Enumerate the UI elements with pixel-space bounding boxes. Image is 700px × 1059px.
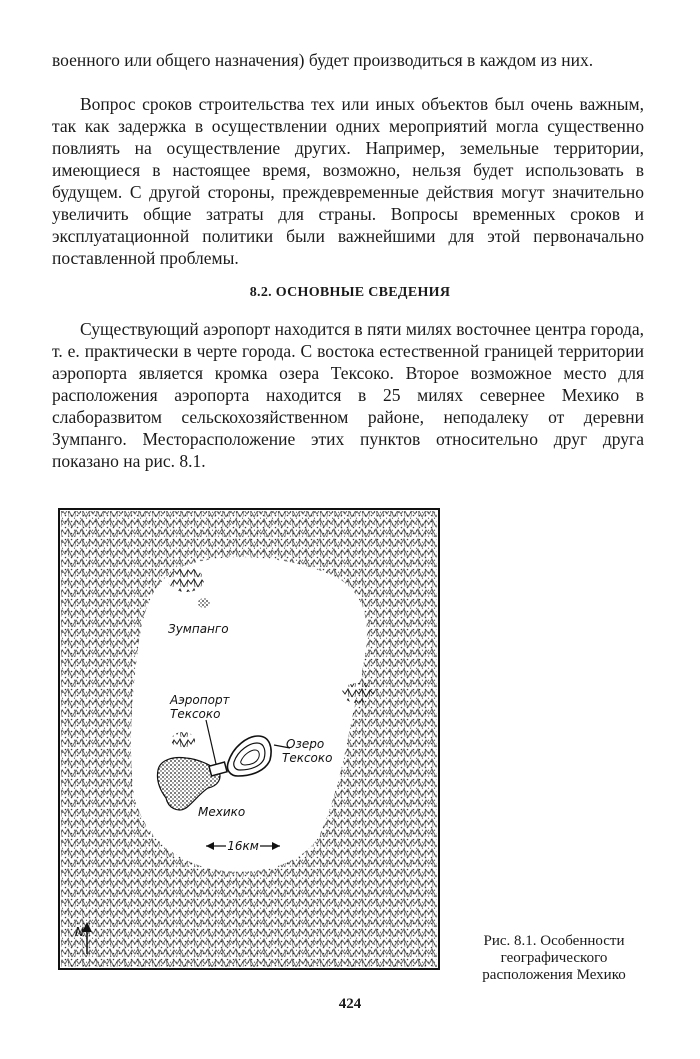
paragraph-text: Вопрос сроков строительства тех или иных объектов был очень важным, так как задержка в осуществлении одних мероприятий могла существенно повлиять на осуществление других. Например, земельные территории, имеющиеся в настоящее время, возможно, нельзя будет использовать в будущем. С другой стороны, преждевременные действия могут значительно увеличить общие затраты для страны. Вопросы временных сроков и эксплуатационной политики были важнейшими для этой первоначально поставленной проблемы. <box>52 94 644 268</box>
label-airport: Аэропорт <box>170 693 230 707</box>
figure-caption: Рис. 8.1. Особенности географического расположения Мехико <box>482 933 626 983</box>
hill <box>168 568 204 592</box>
hill <box>342 683 374 703</box>
label-north: N <box>75 925 84 939</box>
label-lake-name: Тексоко <box>282 751 333 765</box>
hill <box>171 732 195 748</box>
section-heading: 8.2. ОСНОВНЫЕ СВЕДЕНИЯ <box>249 285 451 300</box>
mexico-map-figure <box>58 508 440 970</box>
label-scale: 16км <box>227 839 259 853</box>
label-airport-name: Тексоко <box>170 707 221 721</box>
label-lake: Озеро <box>286 737 325 751</box>
paragraph-continuation <box>52 49 644 71</box>
paragraph-text: военного или общего назначения) будет производиться в каждом из них. <box>52 50 594 70</box>
paragraph-text: Существующий аэропорт находится в пяти милях восточнее центра города, т. е. практически в черте города. С востока естественной границей территории аэропорта является кромка озера Тексоко. Второе возможное место для расположения аэропорта находится в 25 милях севернее Мехико в слаборазвитом сельскохозяйственном районе, неподалеку от деревни Зумпанго. Месторасположение этих пунктов относительно друг друга показано на рис. 8.1. <box>52 319 644 471</box>
label-mexico: Мехико <box>198 805 246 819</box>
paragraph-schedule <box>52 93 644 269</box>
zumpango-village <box>198 598 210 608</box>
label-zumpango: Зумпанго <box>168 622 229 636</box>
paragraph-background <box>52 318 644 472</box>
page-number: 424 <box>338 996 362 1012</box>
